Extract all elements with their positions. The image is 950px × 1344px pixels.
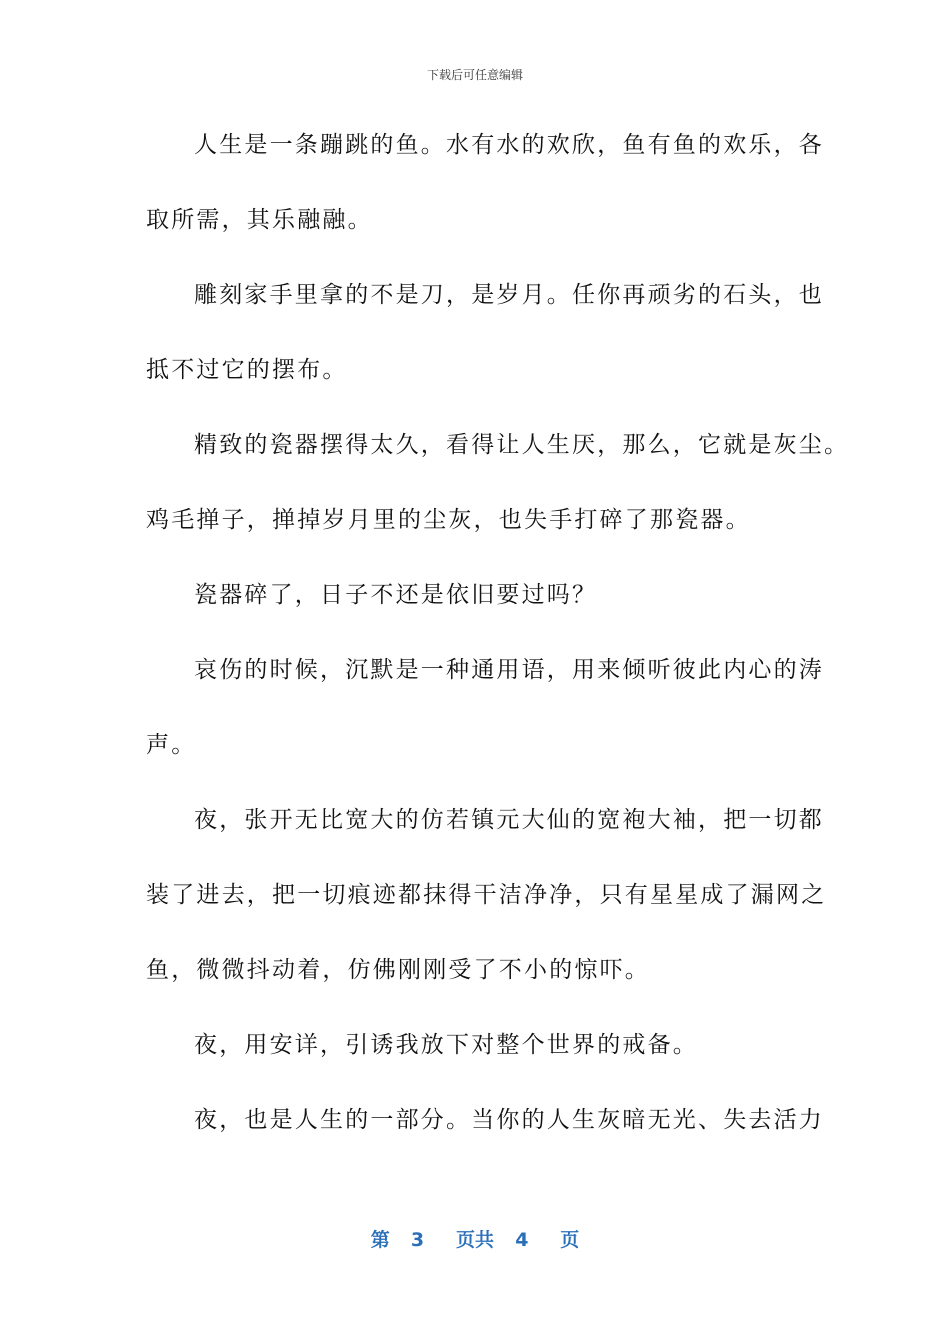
paragraph-line: 精致的瓷器摆得太久，看得让人生厌，那么，它就是灰尘。 <box>194 432 850 458</box>
page-header: 下载后可任意编辑 <box>426 68 523 82</box>
paragraph-line: 取所需，其乐融融。 <box>146 207 373 233</box>
paragraph-line: 瓷器碎了，日子不还是依旧要过吗？ <box>194 582 598 608</box>
paragraph-line: 装了进去，把一切痕迹都抹得干洁净净，只有星星成了漏网之 <box>146 882 827 908</box>
paragraph-line: 夜，张开无比宽大的仿若镇元大仙的宽袍大袖，把一切都 <box>194 807 824 833</box>
paragraph-line: 鸡毛掸子，掸掉岁月里的尘灰，也失手打碎了那瓷器。 <box>146 507 751 533</box>
document-body <box>146 122 850 1172</box>
paragraph-line: 人生是一条蹦跳的鱼。水有水的欢欣，鱼有鱼的欢乐，各 <box>194 132 824 158</box>
paragraph-line: 鱼，微微抖动着，仿佛刚刚受了不小的惊吓。 <box>146 957 650 983</box>
page-number-footer <box>0 1225 950 1252</box>
paragraph-line: 哀伤的时候，沉默是一种通用语，用来倾听彼此内心的涛 <box>194 657 824 683</box>
paragraph-line: 抵不过它的摆布。 <box>146 357 348 383</box>
paragraph-line: 夜，用安详，引诱我放下对整个世界的戒备。 <box>194 1032 698 1058</box>
paragraph-line: 声。 <box>146 732 197 758</box>
page-number-text: 第 3 页共 4 页 <box>370 1229 580 1251</box>
paragraph-line: 雕刻家手里拿的不是刀，是岁月。任你再顽劣的石头，也 <box>194 282 824 308</box>
paragraph-line: 夜，也是人生的一部分。当你的人生灰暗无光、失去活力 <box>194 1107 824 1133</box>
